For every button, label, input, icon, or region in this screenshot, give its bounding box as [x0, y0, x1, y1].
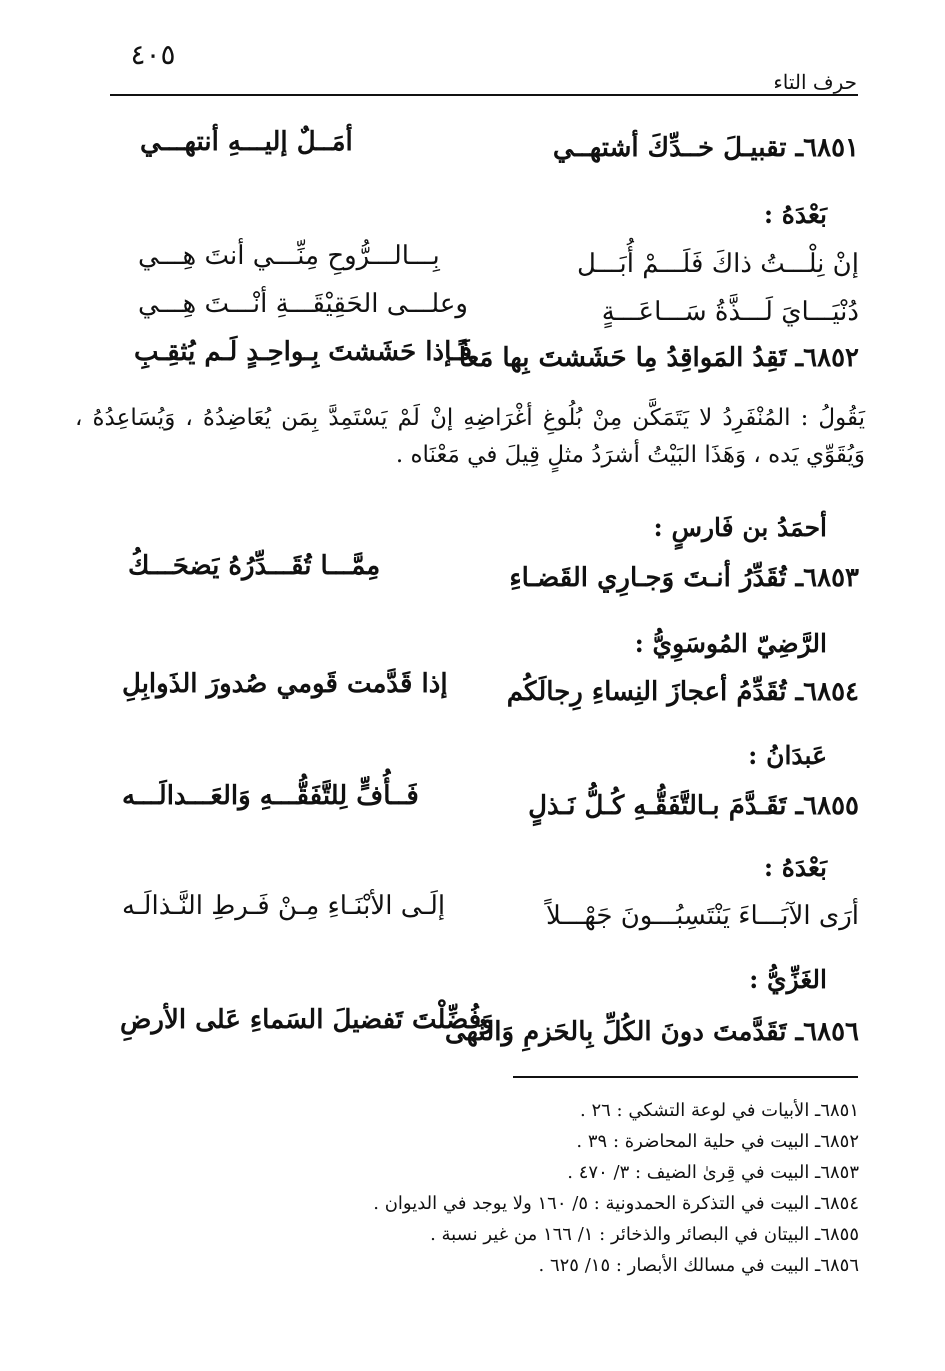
verse-6854-first-hemistich: ٦٨٥٤ـ تُقَدِّمُ أعجازَ النِساءِ رِجالَكُم [506, 677, 859, 707]
verse-follow-2-second: إلَـى الأبْنَـاءِ مِـنْ فَـرطِ النَّـذالَـه [122, 891, 446, 921]
verse-6856-first-hemistich: ٦٨٥٦ـ تَقَدَّمتَ دونَ الكُلِّ بِالحَزمِ وَالنُهى [444, 1017, 859, 1047]
verse-follow-1a-first: إنْ نِلْـــتُ ذاكَ فَلَـــمْ أُبَـــل [576, 249, 859, 279]
verse-6853-second-hemistich: مِمَّـــا تُقَـــدِّرُهُ يَضحَـــكُ [128, 551, 381, 581]
attribution-line: الرَّضِيّ المُوسَوِيُّ : [634, 629, 827, 658]
verse-6853-first-hemistich: ٦٨٥٣ـ تُقَدِّرُ أنـتَ وَجـارِي القَضـاءِ [509, 563, 859, 593]
verse-6854-second-hemistich: إذا قَدَّمت قَومي صُدورَ الذَوابِلِ [122, 669, 448, 699]
verse-follow-1b-second: وعلـــى الحَقِيْقَـــةِ أنْـــتَ هِـــي [138, 289, 468, 319]
verse-6851-first-hemistich: ٦٨٥١ـ تقبيـلَ خــدِّكَ أشتهــي [552, 133, 859, 163]
verse-follow-1a-second: بِـــالـــرُّوحِ مِنِّـــي أنتَ هِـــي [138, 241, 440, 271]
footnote: ٦٨٥٥ـ البيتان في البصائر والذخائر : ١/ ١٦٦ من غير نسبة . [430, 1224, 859, 1245]
verse-6856-second-hemistich: وَفُضِّلْتَ تَفضيلَ السَماءِ عَلى الأرضِ [120, 1005, 494, 1035]
header-rule [110, 94, 858, 96]
verse-6855-second-hemistich: فَــأُفٍّ لِلتَّفَقُّـــهِ وَالعَـــدالَـــه [122, 781, 419, 811]
footnotes-list [79, 1095, 859, 1281]
commentary-paragraph: يَقُولُ : المُنْفَرِدُ لا يَتَمَكَّن مِنْ بُلُوغِ أغْرَاضِهِ إنْ لَمْ يَسْتَمِدَّ بِمَن يُعَاضِدُهُ ، وَيُسَاعِدُهُ ، وَيُقَوِّي يَده ، وَهَذَا البَيْتُ أشرَدُ مثلٍ قِيلَ في مَعْنَاه . [75, 405, 865, 468]
chapter-title: حرف التاء [773, 70, 857, 94]
verse-follow-2-first: أرَى الآبَـــاءَ يَنْتَسِبُـــونَ جَهْـــلاً [546, 901, 859, 931]
footnote: ٦٨٥٢ـ البيت في حلية المحاضرة : ٣٩ . [576, 1131, 859, 1152]
footnote: ٦٨٥٤ـ البيت في التذكرة الحمدونية : ٥/ ١٦٠ ولا يوجد في الديوان . [373, 1193, 859, 1214]
attribution-line: الغَزِّيُّ : [749, 965, 827, 994]
footnote-rule [513, 1076, 858, 1078]
footnote: ٦٨٥٦ـ البيت في مسالك الأبصار : ١٥/ ٦٢٥ . [538, 1255, 859, 1276]
attribution-line: بَعْدَهُ : [763, 200, 827, 229]
verse-6852-second-hemistich: فَـإذا حَشَشتَ بِـواحِـدٍ لَـم يُثقِـبِ [134, 337, 473, 367]
attribution-line: عَبدَانُ : [748, 741, 827, 770]
attribution-line: أحمَدُ بن فَارسٍ : [653, 513, 827, 542]
verse-follow-1b-first: دُنْيَـــايَ لَـــذَّةُ سَـــاعَـــةٍ [601, 297, 859, 327]
footnote: ٦٨٥١ـ الأبيات في لوعة التشكي : ٢٦ . [580, 1100, 859, 1121]
page-number: ٤٠٥ [130, 38, 176, 71]
attribution-line: بَعْدَهُ : [763, 853, 827, 882]
verse-6852-first-hemistich: ٦٨٥٢ـ تَقِدُ المَواقِدُ مِا حَشَشتَ بِها مَعاً [458, 343, 859, 373]
verse-6855-first-hemistich: ٦٨٥٥ـ تَقَـدَّمَ بـالتَّفَقُّـهِ كُـلُّ نَـذلٍ [528, 791, 859, 821]
footnote: ٦٨٥٣ـ البيت في قِرىٰ الضيف : ٣/ ٤٧٠ . [567, 1162, 859, 1183]
verse-6851-second-hemistich: أمَــلٌ إليـــهِ أنتهـــي [140, 127, 353, 157]
